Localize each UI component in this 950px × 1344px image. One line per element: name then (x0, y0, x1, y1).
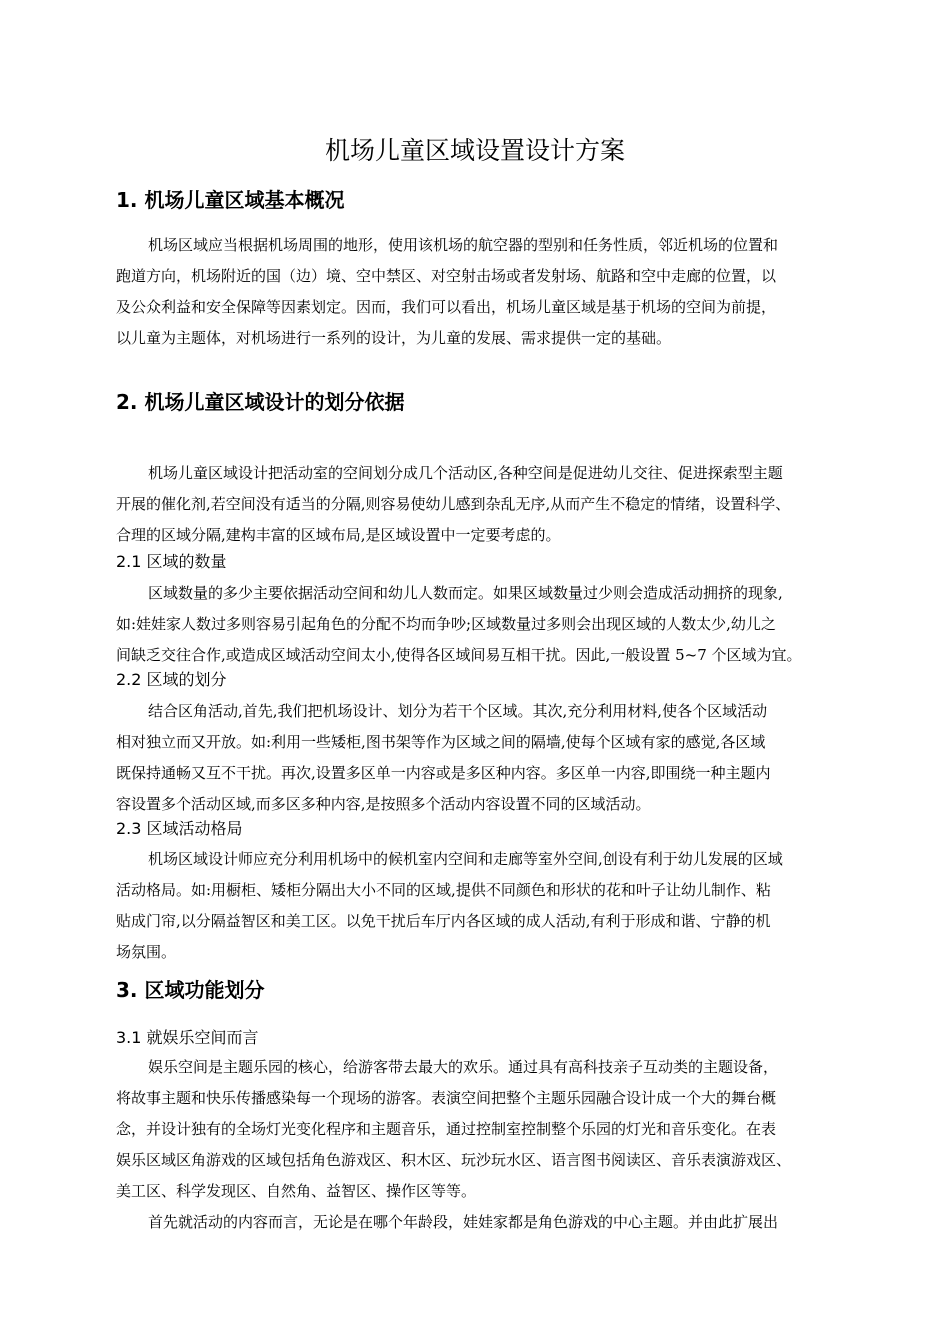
text-line: 娱乐区域区角游戏的区域包括角色游戏区、积木区、玩沙玩水区、语言图书阅读区、音乐表演游戏区、 (116, 1151, 792, 1169)
text-line: 如:娃娃家人数过多则容易引起角色的分配不均而争吵;区域数量过多则会出现区域的人数太少,幼儿之 (116, 615, 776, 633)
subsection-2-3-heading: 2.3 区域活动格局 (116, 819, 243, 838)
text-line: 首先就活动的内容而言，无论是在哪个年龄段，娃娃家都是角色游戏的中心主题。并由此扩展出 (148, 1213, 779, 1231)
text-line: 场氛围。 (116, 943, 177, 961)
text-line: 开展的催化剂,若空间没有适当的分隔,则容易使幼儿感到杂乱无序,从而产生不稳定的情绪，设置科学、 (116, 495, 791, 513)
section-1-paragraph (116, 230, 872, 354)
subsection-2-1-heading: 2.1 区域的数量 (116, 552, 227, 571)
subsection-3-1-paragraph (116, 1052, 872, 1238)
text-line: 跑道方向，机场附近的国（边）境、空中禁区、对空射击场或者发射场、航路和空中走廊的位置，以 (116, 267, 777, 285)
section-2-intro (116, 458, 872, 551)
subsection-2-2-paragraph (116, 696, 872, 820)
section-3-heading: 3. 区域功能划分 (116, 978, 265, 1002)
text-line: 贴成门帘,以分隔益智区和美工区。以免干扰后车厅内各区域的成人活动,有利于形成和谐、宁静的机 (116, 912, 771, 930)
subsection-3-1-heading: 3.1 就娱乐空间而言 (116, 1028, 259, 1047)
text-line: 既保持通畅又互不干扰。再次,设置多区单一内容或是多区种内容。多区单一内容,即围绕一种主题内 (116, 764, 771, 782)
text-line: 将故事主题和快乐传播感染每一个现场的游客。表演空间把整个主题乐园融合设计成一个大的舞台概 (116, 1089, 777, 1107)
text-line: 机场儿童区域设计把活动室的空间划分成几个活动区,各种空间是促进幼儿交往、促进探索型主题 (148, 464, 783, 482)
text-line: 及公众利益和安全保障等因素划定。因而，我们可以看出，机场儿童区域是基于机场的空间为前提， (116, 298, 777, 316)
document-title: 机场儿童区域设置设计方案 (324, 136, 625, 165)
text-line: 机场区域设计师应充分利用机场中的候机室内空间和走廊等室外空间,创设有利于幼儿发展的区域 (148, 850, 783, 868)
text-line: 相对独立而又开放。如:利用一些矮柜,图书架等作为区域之间的隔墙,使每个区域有家的感觉,各区域 (116, 733, 766, 751)
text-line: 以儿童为主题体，对机场进行一系列的设计，为儿童的发展、需求提供一定的基础。 (116, 329, 672, 347)
text-line: 娱乐空间是主题乐园的核心，给游客带去最大的欢乐。通过具有高科技亲子互动类的主题设备， (148, 1058, 779, 1076)
text-line: 活动格局。如:用橱柜、矮柜分隔出大小不同的区域,提供不同颜色和形状的花和叶子让幼儿制作、粘 (116, 881, 771, 899)
text-line: 结合区角活动,首先,我们把机场设计、划分为若干个区域。其次,充分利用材料,使各个区域活动 (148, 702, 768, 720)
section-1-heading: 1. 机场儿童区域基本概况 (116, 188, 345, 212)
subsection-2-2-heading: 2.2 区域的划分 (116, 670, 227, 689)
text-line: 间缺乏交往合作,或造成区域活动空间太小,使得各区域间易互相干扰。因此,一般设置 5~7 个区域为宜。 (116, 646, 802, 664)
section-2-heading: 2. 机场儿童区域设计的划分依据 (116, 390, 405, 414)
text-line: 机场区域应当根据机场周围的地形，使用该机场的航空器的型别和任务性质，邻近机场的位置和 (148, 236, 779, 254)
text-line: 美工区、科学发现区、自然角、益智区、操作区等等。 (116, 1182, 477, 1200)
text-line: 区域数量的多少主要依据活动空间和幼儿人数而定。如果区域数量过少则会造成活动拥挤的现象, (148, 584, 783, 602)
text-line: 容设置多个活动区域,而多区多种内容,是按照多个活动内容设置不同的区域活动。 (116, 795, 651, 813)
text-line: 念，并设计独有的全场灯光变化程序和主题音乐，通过控制室控制整个乐园的灯光和音乐变化。在表 (116, 1120, 777, 1138)
subsection-2-1-paragraph (116, 578, 872, 671)
text-line: 合理的区域分隔,建构丰富的区域布局,是区域设置中一定要考虑的。 (116, 526, 561, 544)
subsection-2-3-paragraph (116, 844, 872, 968)
